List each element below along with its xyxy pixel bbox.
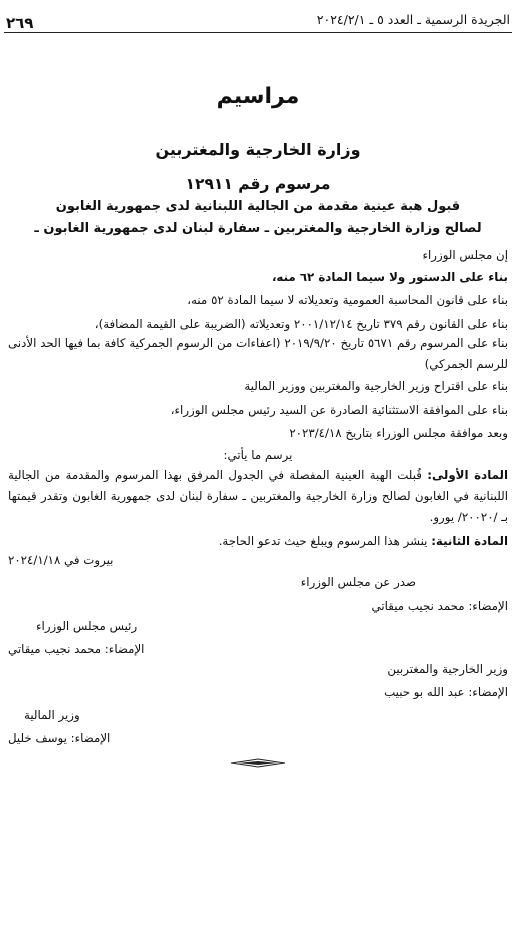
preamble-council-approval: وبعد موافقة مجلس الوزراء بتاريخ ٢٠٢٣/٤/١٨ [289, 426, 508, 440]
finance-minister-title: وزير المالية [24, 708, 80, 722]
preamble-council: إن مجلس الوزراء [422, 248, 508, 262]
signature-2: الإمضاء: محمد نجيب ميقاتي [8, 642, 145, 656]
decree-enactment: يرسم ما يأتي: [223, 448, 293, 462]
decree-subject-line-1: قبول هبة عينية مقدمة من الجالية اللبنانية لدى جمهورية الغابون [55, 199, 461, 214]
signature-4: الإمضاء: يوسف خليل [8, 731, 111, 745]
journal-header: الجريدة الرسمية ـ العدد ٥ ـ ٢٠٢٤/٢/١ [316, 12, 510, 27]
preamble-constitution: بناء على الدستور ولا سيما المادة ٦٢ منه، [271, 270, 508, 284]
issued-by: صدر عن مجلس الوزراء [300, 575, 416, 589]
preamble-proposal: بناء على اقتراح وزير الخارجية والمغتربين ووزير المالية [244, 379, 508, 393]
signature-1: الإمضاء: محمد نجيب ميقاتي [371, 599, 508, 613]
page-number: ٢٦٩ [6, 14, 34, 32]
article-2-text: ينشر هذا المرسوم ويبلغ حيث تدعو الحاجة. [218, 534, 428, 548]
signature-3: الإمضاء: عبد الله بو حبيب [384, 685, 508, 699]
ministry-title: وزارة الخارجية والمغتربين [155, 140, 361, 159]
preamble-approval: بناء على الموافقة الاستثنائية الصادرة عن السيد رئيس مجلس الوزراء، [170, 403, 508, 417]
section-title: مراسيم [216, 84, 300, 109]
article-1-label: المادة الأولى: [427, 468, 508, 482]
decree-subject-line-2: لصالح وزارة الخارجية والمغتربين ـ سفارة لبنان لدى جمهورية الغابون ـ [34, 221, 482, 236]
article-1-text: قُبلت الهبة العينية المفصلة في الجدول المرفق بهذا المرسوم والمقدمة من الجالية اللبنانية في الغابون لصالح وزارة الخارجية والمغتربين ـ سفارة لبنان لدى جمهورية الغابون وتقدر قيمتها بـ /٢٠٠٢٠/ يورو. [8, 468, 508, 524]
header-rule [4, 32, 512, 33]
preamble-customs-decree: بناء على المرسوم رقم ٥٦٧١ تاريخ ٢٠١٩/٩/٢٠ (اعفاءات من الرسوم الجمركية كافة بما فيها الحد الأدنى للرسم الجمركي) [8, 336, 508, 371]
article-1 [8, 465, 508, 528]
fm-title: وزير الخارجية والمغتربين [387, 662, 508, 676]
article-2 [219, 534, 508, 548]
place-date: بيروت في ٢٠٢٤/١/١٨ [8, 553, 114, 567]
preamble-accounting-law: بناء على قانون المحاسبة العمومية وتعديلاته لا سيما المادة ٥٢ منه، [187, 293, 508, 307]
article-2-label: المادة الثانية: [431, 534, 508, 548]
preamble-vat-law: بناء على القانون رقم ٣٧٩ تاريخ ٢٠٠١/١٢/١٤ وتعديلاته (الضريبة على القيمة المضافة)، [94, 317, 508, 331]
pm-title: رئيس مجلس الوزراء [36, 619, 138, 633]
decree-number: مرسوم رقم ١٢٩١١ [185, 175, 331, 193]
end-divider [230, 758, 286, 768]
